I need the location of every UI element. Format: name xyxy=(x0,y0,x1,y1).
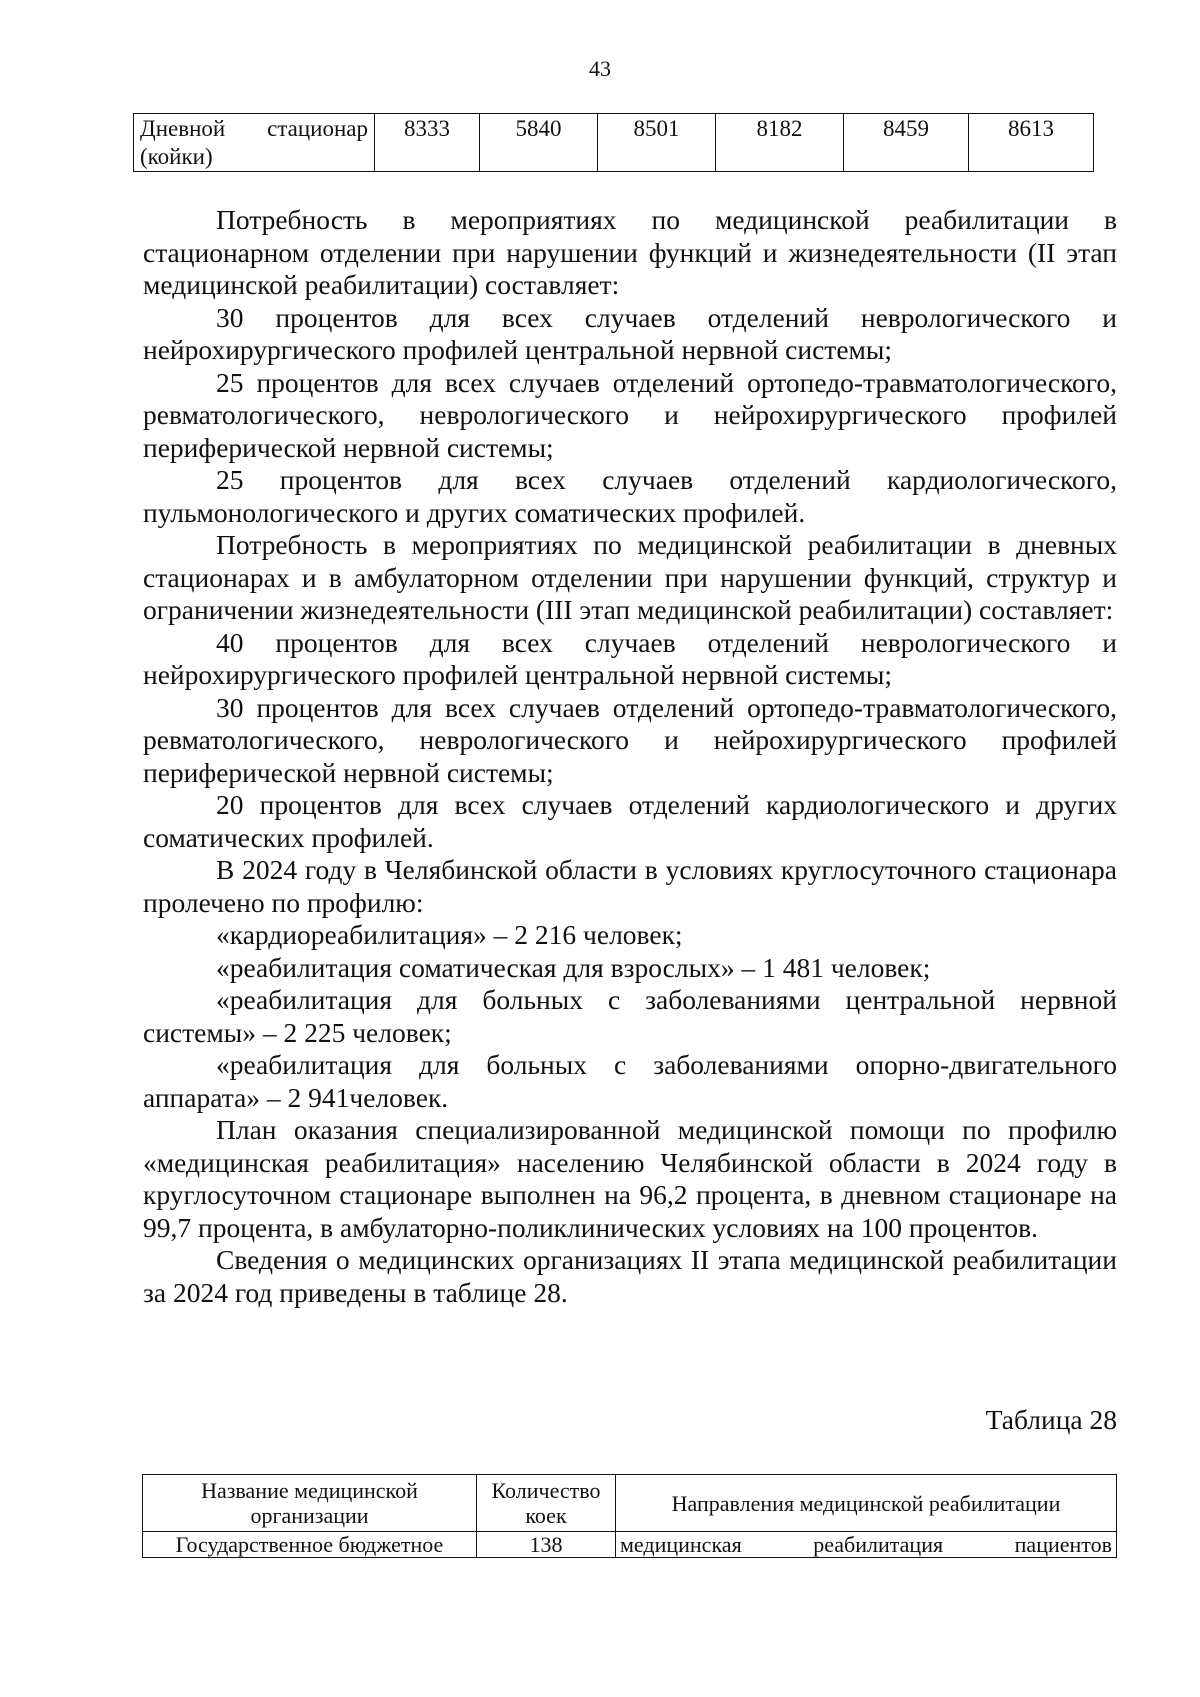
body-text xyxy=(143,204,1117,1309)
paragraph: «реабилитация для больных с заболеваниями опорно-двигательного аппарата» – 2 941человек. xyxy=(143,1049,1117,1113)
table-cell: 5840 xyxy=(480,114,598,172)
paragraph: 25 процентов для всех случаев отделений кардиологического, пульмонологического и других соматических профилей. xyxy=(143,464,1117,528)
paragraph: 30 процентов для всех случаев отделений неврологического и нейрохирургического профилей центральной нервной системы; xyxy=(143,301,1117,365)
paragraph: 25 процентов для всех случаев отделений ортопедо-травматологического, ревматологического, неврологического и нейрохирургического профилей периферической нервной системы; xyxy=(143,366,1117,463)
column-header: Количество коек xyxy=(477,1475,616,1532)
paragraph: 20 процентов для всех случаев отделений кардиологического и других соматических профилей. xyxy=(143,789,1117,853)
table-cell: 8333 xyxy=(375,114,480,172)
paragraph: Потребность в мероприятиях по медицинской реабилитации в дневных стационарах и в амбулаторном отделении при нарушении функций, структур и ограничении жизнедеятельности (III этап медицинской реабилитации) составляет: xyxy=(143,529,1117,625)
table-cell: 8182 xyxy=(716,114,844,172)
paragraph: План оказания специализированной медицинской помощи по профилю «медицинская реабилитация» населению Челябинской области в 2024 году в круглосуточном стационаре выполнен на 96,2 процента, в дневном стационаре на 99,7 процента, в амбулаторно-поликлинических условиях на 100 процентов. xyxy=(143,1114,1117,1243)
table-cell: 138 xyxy=(477,1532,616,1558)
table-cell: Государственное бюджетное xyxy=(143,1532,477,1558)
table-caption: Таблица 28 xyxy=(985,1404,1117,1435)
table-cell: 8501 xyxy=(598,114,716,172)
column-header: Направления медицинской реабилитации xyxy=(616,1475,1117,1532)
table-row xyxy=(134,114,1094,172)
paragraph: «реабилитация соматическая для взрослых» – 1 481 человек; xyxy=(216,951,931,983)
table-cell: 8459 xyxy=(844,114,969,172)
paragraph: Сведения о медицинских организациях II этапа медицинской реабилитации за 2024 год приведены в таблице 28. xyxy=(143,1244,1117,1308)
row-label-line1: Дневной стационар xyxy=(140,116,368,141)
table-cell: медицинская реабилитация пациентов xyxy=(616,1532,1117,1558)
row-label xyxy=(134,114,375,172)
paragraph: Потребность в мероприятиях по медицинской реабилитации в стационарном отделении при нарушении функций и жизнедеятельности (II этап медицинской реабилитации) составляет: xyxy=(143,204,1117,300)
row-label-line2: (койки) xyxy=(140,144,213,169)
table-row xyxy=(143,1532,1117,1558)
column-header: Название медицинской организации xyxy=(143,1475,477,1532)
table-cell: 8613 xyxy=(969,114,1094,172)
paragraph: «реабилитация для больных с заболеваниями центральной нервной системы» – 2 225 человек; xyxy=(143,984,1117,1048)
table-28 xyxy=(142,1474,1117,1558)
day-hospital-table xyxy=(133,113,1094,172)
paragraph: «кардиореабилитация» – 2 216 человек; xyxy=(216,919,683,950)
paragraph: 40 процентов для всех случаев отделений неврологического и нейрохирургического профилей центральной нервной системы; xyxy=(143,626,1117,690)
page-number: 43 xyxy=(589,56,611,81)
paragraph: В 2024 году в Челябинской области в условиях круглосуточного стационара пролечено по профилю: xyxy=(143,854,1117,918)
table-header-row xyxy=(143,1475,1117,1532)
paragraph: 30 процентов для всех случаев отделений ортопедо-травматологического, ревматологического, неврологического и нейрохирургического профилей периферической нервной системы; xyxy=(143,691,1117,788)
